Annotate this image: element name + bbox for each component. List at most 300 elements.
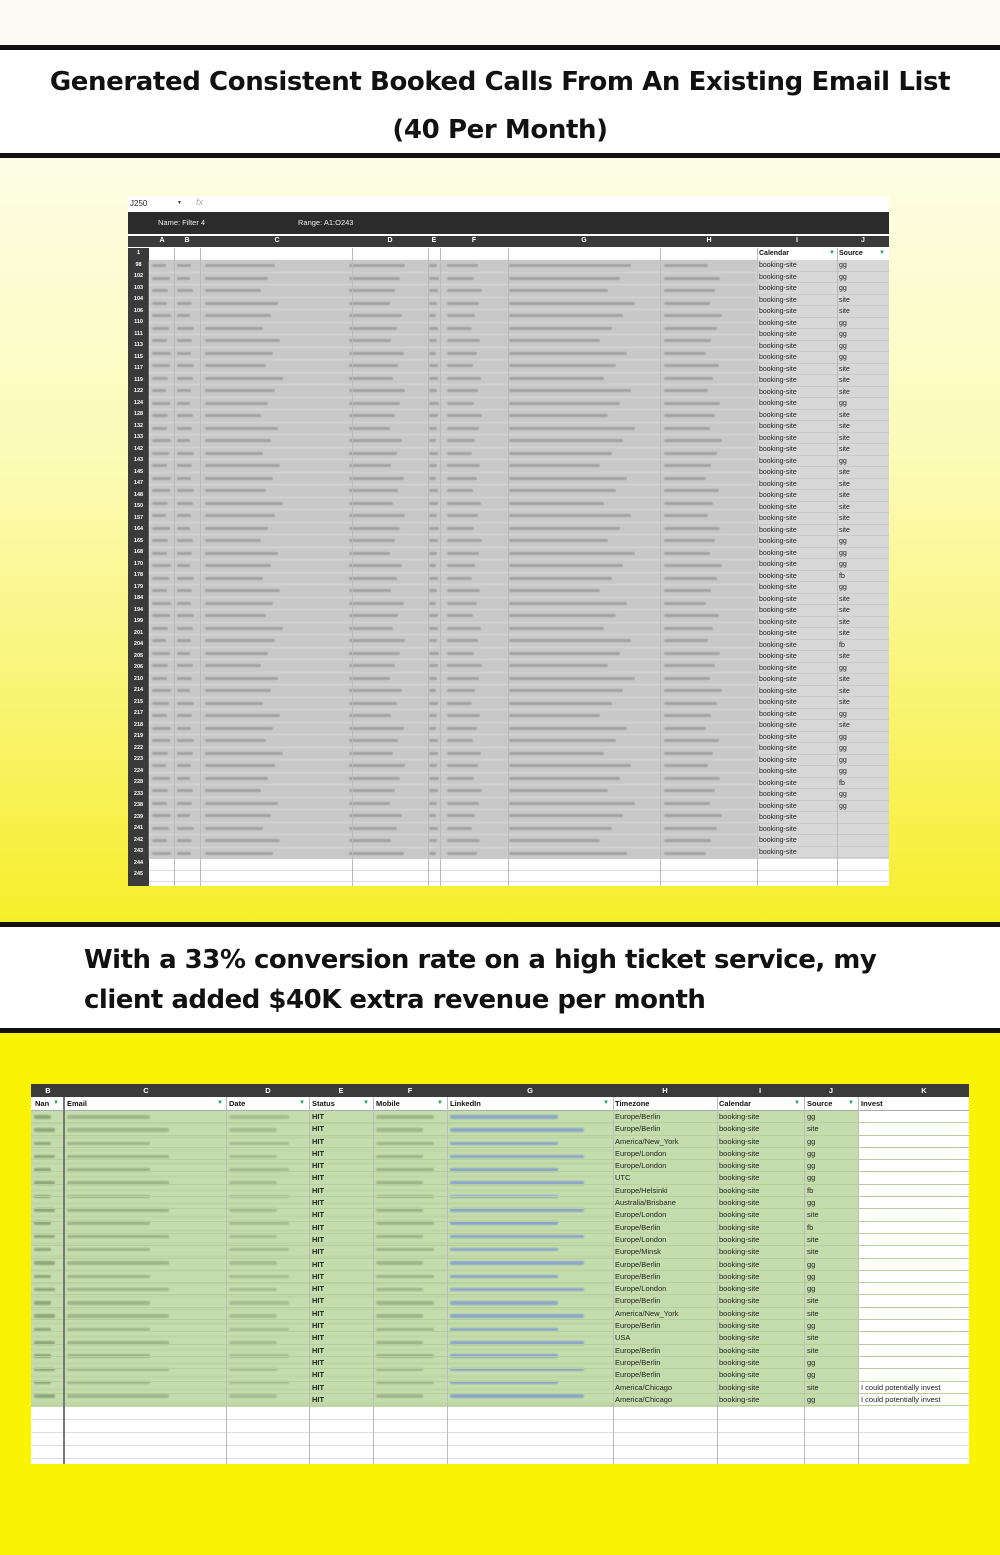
calendar-cell[interactable]: booking-site (719, 1124, 760, 1134)
calendar-cell[interactable]: booking-site (719, 1382, 760, 1392)
timezone-cell[interactable]: Europe/Berlin (615, 1112, 661, 1121)
calendar-cell[interactable]: booking-site (719, 1112, 760, 1121)
table-row[interactable] (757, 571, 889, 583)
column-letter-b[interactable]: B (45, 1086, 51, 1095)
status-cell[interactable]: HIT (312, 1185, 325, 1195)
timezone-cell[interactable]: Europe/London (615, 1148, 667, 1158)
timezone-cell[interactable]: USA (615, 1333, 631, 1343)
source-cell[interactable]: gg (839, 710, 847, 718)
source-cell[interactable]: site (839, 699, 850, 706)
table-row[interactable] (757, 295, 889, 307)
row-number[interactable]: 117 (134, 365, 143, 371)
table-row[interactable] (757, 283, 889, 295)
table-row[interactable] (757, 732, 889, 744)
row-number[interactable]: 165 (133, 537, 144, 544)
source-cell[interactable]: gg (807, 1161, 816, 1171)
table-row[interactable] (31, 1172, 969, 1184)
column-letter-h[interactable]: H (706, 237, 712, 244)
timezone-cell[interactable]: Europe/Berlin (615, 1222, 661, 1232)
table-row[interactable] (757, 479, 889, 491)
table-row[interactable] (757, 778, 889, 790)
source-cell[interactable]: site (839, 434, 850, 442)
table-row[interactable] (757, 536, 889, 548)
source-cell[interactable]: site (807, 1308, 819, 1318)
timezone-cell[interactable]: Europe/Berlin (615, 1271, 661, 1281)
timezone-cell[interactable]: America/Chicago (615, 1394, 673, 1404)
timezone-cell[interactable]: UTC (615, 1173, 631, 1183)
calendar-cell[interactable]: booking-site (759, 285, 797, 292)
table-row[interactable] (757, 548, 889, 560)
filter-range[interactable]: Range: A1:O243 (298, 218, 354, 227)
table-row[interactable] (31, 1308, 969, 1320)
funnel-icon[interactable]: ▼ (829, 250, 835, 256)
calendar-cell[interactable]: booking-site (759, 515, 797, 522)
status-cell[interactable]: HIT (312, 1394, 325, 1404)
row-number[interactable]: 147 (133, 480, 144, 486)
status-cell[interactable]: HIT (312, 1370, 325, 1380)
table-row[interactable] (757, 306, 889, 318)
table-row[interactable] (757, 824, 889, 836)
source-cell[interactable]: fb (807, 1222, 814, 1232)
source-cell[interactable]: site (807, 1234, 819, 1244)
table-row[interactable] (31, 1283, 969, 1295)
source-cell[interactable]: gg (807, 1173, 816, 1183)
invest-cell[interactable]: I could potentially invest (861, 1382, 941, 1392)
calendar-cell[interactable]: booking-site (759, 607, 797, 614)
table-row[interactable] (757, 766, 889, 778)
status-cell[interactable]: HIT (312, 1284, 325, 1294)
row-number[interactable]: 1 (136, 250, 141, 256)
funnel-icon[interactable]: ▼ (363, 1100, 369, 1106)
table-row[interactable] (31, 1295, 969, 1307)
source-cell[interactable]: site (839, 377, 850, 384)
column-letter-f[interactable]: F (471, 237, 477, 244)
calendar-cell[interactable]: booking-site (759, 423, 797, 430)
timezone-cell[interactable]: Europe/London (615, 1284, 667, 1294)
source-cell[interactable]: site (839, 411, 850, 419)
source-cell[interactable]: gg (807, 1136, 816, 1146)
source-cell[interactable]: site (839, 722, 850, 729)
source-cell[interactable]: site (807, 1124, 819, 1134)
table-row[interactable] (757, 364, 889, 376)
row-number[interactable]: 233 (133, 790, 144, 797)
source-cell[interactable]: gg (839, 756, 847, 764)
calendar-cell[interactable]: booking-site (719, 1198, 760, 1208)
table-row[interactable] (31, 1148, 969, 1160)
funnel-icon[interactable]: ▼ (53, 1100, 59, 1106)
calendar-cell[interactable]: booking-site (759, 825, 797, 833)
table-row[interactable] (757, 743, 889, 755)
source-cell[interactable]: site (807, 1345, 819, 1355)
timezone-cell[interactable]: Europe/Berlin (615, 1345, 661, 1355)
calendar-cell[interactable]: booking-site (759, 308, 797, 315)
calendar-cell[interactable]: booking-site (759, 538, 797, 545)
table-row[interactable] (757, 801, 889, 813)
calendar-cell[interactable]: booking-site (719, 1247, 760, 1257)
calendar-cell[interactable]: booking-site (759, 480, 797, 488)
calendar-cell[interactable]: booking-site (719, 1148, 760, 1158)
calendar-cell[interactable]: booking-site (759, 331, 797, 338)
column-letter-h[interactable]: H (662, 1086, 668, 1095)
source-cell[interactable]: gg (807, 1394, 816, 1404)
table-row[interactable] (31, 1185, 969, 1197)
calendar-cell[interactable]: booking-site (759, 526, 797, 534)
column-letter-d[interactable]: D (387, 237, 393, 244)
table-row[interactable] (31, 1111, 969, 1123)
table-row[interactable] (31, 1271, 969, 1283)
table-row[interactable] (31, 1197, 969, 1209)
status-cell[interactable]: HIT (312, 1198, 325, 1208)
source-cell[interactable]: gg (807, 1284, 816, 1294)
row-number[interactable]: 98 (135, 261, 142, 268)
calendar-cell[interactable]: booking-site (759, 411, 797, 419)
source-cell[interactable]: site (839, 653, 850, 660)
calendar-cell[interactable]: booking-site (719, 1308, 760, 1318)
table-row[interactable] (757, 812, 889, 824)
row-number[interactable]: 204 (133, 641, 144, 647)
calendar-cell[interactable]: booking-site (759, 273, 797, 281)
row-number[interactable]: 104 (133, 296, 144, 302)
filter-name[interactable]: Name: Filter 4 (158, 218, 206, 227)
calendar-cell[interactable]: booking-site (759, 814, 797, 821)
row-number[interactable]: 184 (133, 595, 144, 601)
source-cell[interactable]: site (839, 515, 850, 522)
table-row[interactable] (757, 651, 889, 663)
row-number[interactable]: 128 (133, 411, 144, 417)
source-cell[interactable]: gg (807, 1357, 816, 1367)
source-cell[interactable]: gg (839, 354, 847, 361)
table-row[interactable] (757, 663, 889, 675)
row-number[interactable]: 170 (133, 560, 144, 567)
column-letter-j[interactable]: J (828, 1086, 834, 1095)
source-cell[interactable]: site (839, 607, 850, 614)
status-cell[interactable]: HIT (312, 1173, 325, 1183)
source-cell[interactable]: gg (839, 457, 847, 465)
table-row[interactable] (31, 1222, 969, 1234)
status-cell[interactable]: HIT (312, 1247, 325, 1257)
table-row[interactable] (757, 789, 889, 801)
row-number[interactable]: 122 (133, 388, 144, 394)
calendar-cell[interactable]: booking-site (759, 262, 797, 269)
table-row[interactable] (757, 697, 889, 709)
source-cell[interactable]: gg (839, 584, 847, 591)
table-row[interactable] (31, 1246, 969, 1258)
calendar-cell[interactable]: booking-site (759, 664, 797, 672)
row-number[interactable]: 113 (134, 342, 143, 348)
source-cell[interactable]: gg (807, 1271, 816, 1281)
source-cell[interactable]: gg (839, 549, 847, 557)
timezone-cell[interactable]: Europe/Minsk (615, 1247, 661, 1257)
source-cell[interactable]: site (839, 365, 850, 373)
calendar-cell[interactable]: booking-site (759, 676, 797, 683)
status-cell[interactable]: HIT (312, 1136, 325, 1146)
calendar-cell[interactable]: booking-site (719, 1234, 760, 1244)
funnel-icon[interactable]: ▼ (879, 250, 885, 256)
status-cell[interactable]: HIT (312, 1271, 325, 1281)
table-row[interactable] (757, 341, 889, 353)
cell-reference[interactable]: J250 (130, 199, 148, 208)
row-number[interactable]: 239 (133, 813, 144, 820)
calendar-cell[interactable]: booking-site (759, 641, 797, 649)
table-row[interactable] (757, 755, 889, 767)
calendar-cell[interactable]: booking-site (719, 1321, 760, 1331)
source-cell[interactable]: gg (839, 745, 847, 752)
table-row[interactable] (757, 502, 889, 514)
funnel-icon[interactable]: ▼ (603, 1100, 609, 1106)
source-cell[interactable]: site (839, 526, 850, 534)
status-cell[interactable]: HIT (312, 1345, 325, 1355)
row-number[interactable]: 164 (133, 526, 144, 532)
column-letter-a[interactable]: A (159, 237, 165, 244)
row-number[interactable]: 102 (133, 273, 144, 279)
source-cell[interactable]: site (807, 1247, 819, 1257)
row-number[interactable]: 217 (133, 710, 144, 716)
calendar-cell[interactable]: booking-site (719, 1284, 760, 1294)
column-letter-b[interactable]: B (184, 237, 190, 244)
column-letter-g[interactable]: G (581, 237, 587, 244)
row-number[interactable]: 133 (133, 434, 144, 440)
table-row[interactable] (757, 444, 889, 456)
table-row[interactable] (757, 847, 889, 859)
calendar-cell[interactable]: booking-site (759, 319, 797, 327)
source-cell[interactable]: site (839, 469, 850, 476)
row-number[interactable]: 178 (133, 572, 144, 578)
status-cell[interactable]: HIT (312, 1259, 325, 1269)
source-cell[interactable]: site (839, 618, 850, 626)
table-row[interactable] (31, 1394, 969, 1406)
timezone-cell[interactable]: Europe/London (615, 1161, 667, 1171)
source-cell[interactable]: gg (839, 768, 847, 775)
status-cell[interactable]: HIT (312, 1210, 325, 1220)
source-cell[interactable]: site (807, 1382, 819, 1392)
row-number[interactable]: 215 (133, 698, 144, 705)
row-number[interactable]: 145 (133, 468, 144, 475)
calendar-cell[interactable]: booking-site (719, 1210, 760, 1220)
row-number[interactable]: 242 (133, 836, 144, 843)
row-number[interactable]: 206 (133, 664, 144, 670)
calendar-cell[interactable]: booking-site (759, 699, 797, 706)
table-row[interactable] (757, 433, 889, 445)
row-number[interactable]: 218 (133, 721, 144, 728)
table-row[interactable] (757, 318, 889, 330)
row-number[interactable]: 142 (133, 445, 144, 452)
source-cell[interactable]: site (839, 503, 850, 511)
calendar-cell[interactable]: booking-site (759, 296, 797, 304)
source-cell[interactable]: gg (839, 733, 847, 741)
row-number[interactable]: 168 (133, 549, 144, 555)
table-row[interactable] (757, 594, 889, 606)
column-letter-f[interactable]: F (407, 1086, 413, 1095)
table-row[interactable] (757, 559, 889, 571)
row-number[interactable]: 238 (133, 802, 144, 808)
source-cell[interactable]: site (839, 492, 850, 499)
calendar-cell[interactable]: booking-site (759, 848, 797, 856)
calendar-cell[interactable]: booking-site (759, 791, 797, 798)
calendar-cell[interactable]: booking-site (759, 595, 797, 603)
source-cell[interactable]: gg (839, 319, 847, 327)
timezone-cell[interactable]: America/New_York (615, 1308, 679, 1318)
calendar-cell[interactable]: booking-site (719, 1222, 760, 1232)
table-row[interactable] (31, 1136, 969, 1148)
calendar-cell[interactable]: booking-site (759, 492, 797, 499)
source-cell[interactable]: gg (839, 538, 847, 545)
table-row[interactable] (757, 375, 889, 387)
table-row[interactable] (757, 628, 889, 640)
row-number[interactable]: 243 (133, 848, 144, 854)
table-row[interactable] (757, 329, 889, 341)
timezone-cell[interactable]: Europe/Berlin (615, 1124, 661, 1134)
status-cell[interactable]: HIT (312, 1161, 325, 1171)
calendar-cell[interactable]: booking-site (759, 457, 797, 465)
source-cell[interactable]: site (839, 423, 850, 430)
source-cell[interactable]: site (839, 480, 850, 488)
invest-cell[interactable]: I could potentially invest (861, 1394, 941, 1404)
table-row[interactable] (31, 1234, 969, 1246)
column-letter-i[interactable]: I (758, 1086, 762, 1095)
row-number[interactable]: 143 (133, 457, 144, 463)
table-row[interactable] (31, 1357, 969, 1369)
calendar-cell[interactable]: booking-site (759, 446, 797, 453)
table-row[interactable] (757, 835, 889, 847)
status-cell[interactable]: HIT (312, 1321, 325, 1331)
calendar-cell[interactable]: booking-site (759, 653, 797, 660)
calendar-cell[interactable]: booking-site (759, 549, 797, 557)
source-cell[interactable]: gg (839, 262, 847, 269)
table-row[interactable] (31, 1209, 969, 1221)
table-row[interactable] (31, 1259, 969, 1271)
calendar-cell[interactable]: booking-site (759, 561, 797, 568)
calendar-cell[interactable]: booking-site (759, 584, 797, 591)
row-number[interactable]: 214 (133, 687, 144, 693)
table-row[interactable] (757, 456, 889, 468)
source-cell[interactable]: gg (839, 342, 847, 350)
calendar-cell[interactable]: booking-site (759, 377, 797, 384)
table-row[interactable] (757, 582, 889, 594)
table-row[interactable] (757, 410, 889, 422)
source-cell[interactable]: site (839, 630, 850, 637)
row-number[interactable]: 111 (134, 330, 143, 337)
calendar-cell[interactable]: booking-site (759, 756, 797, 764)
table-row[interactable] (757, 260, 889, 272)
calendar-cell[interactable]: booking-site (759, 687, 797, 695)
row-number[interactable]: 124 (133, 399, 144, 406)
calendar-cell[interactable]: booking-site (759, 503, 797, 511)
funnel-icon[interactable]: ▼ (794, 1100, 800, 1106)
source-cell[interactable]: fb (807, 1185, 814, 1195)
source-cell[interactable]: gg (807, 1321, 816, 1331)
calendar-cell[interactable]: booking-site (719, 1173, 760, 1183)
timezone-cell[interactable]: Europe/Berlin (615, 1259, 661, 1269)
table-row[interactable] (757, 272, 889, 284)
table-row[interactable] (31, 1369, 969, 1381)
calendar-cell[interactable]: booking-site (719, 1370, 760, 1380)
table-row[interactable] (757, 467, 889, 479)
row-number[interactable]: 205 (133, 652, 144, 659)
table-row[interactable] (31, 1382, 969, 1394)
column-letter-d[interactable]: D (265, 1086, 271, 1095)
timezone-cell[interactable]: Australia/Brisbane (615, 1198, 676, 1208)
row-number[interactable]: 241 (133, 825, 144, 831)
table-row[interactable] (757, 720, 889, 732)
table-row[interactable] (757, 674, 889, 686)
row-number[interactable]: 150 (133, 503, 144, 509)
calendar-cell[interactable]: booking-site (719, 1394, 760, 1404)
table-row[interactable] (31, 1160, 969, 1172)
source-cell[interactable]: site (839, 388, 850, 396)
calendar-cell[interactable]: booking-site (759, 779, 797, 787)
table-row[interactable] (757, 352, 889, 364)
status-cell[interactable]: HIT (312, 1308, 325, 1318)
source-cell[interactable]: gg (839, 285, 847, 292)
row-number[interactable]: 194 (133, 606, 144, 613)
calendar-cell[interactable]: booking-site (759, 400, 797, 407)
calendar-cell[interactable]: booking-site (759, 802, 797, 810)
column-letter-k[interactable]: K (921, 1086, 927, 1095)
row-number[interactable]: 157 (133, 514, 144, 521)
row-number[interactable]: 103 (133, 284, 144, 291)
row-number[interactable]: 223 (133, 756, 144, 762)
source-cell[interactable]: site (839, 595, 850, 603)
column-letter-c[interactable]: C (274, 237, 280, 244)
column-letter-e[interactable]: E (431, 237, 437, 244)
source-cell[interactable]: fb (839, 641, 845, 649)
calendar-cell[interactable]: booking-site (759, 618, 797, 626)
table-row[interactable] (757, 605, 889, 617)
source-cell[interactable]: site (839, 296, 850, 304)
row-number[interactable]: 222 (133, 744, 144, 751)
row-number[interactable]: 210 (133, 675, 144, 682)
source-cell[interactable]: site (839, 446, 850, 453)
table-row[interactable] (757, 387, 889, 399)
table-row[interactable] (31, 1320, 969, 1332)
status-cell[interactable]: HIT (312, 1296, 325, 1306)
caret-down-icon[interactable]: ▾ (178, 200, 182, 206)
funnel-icon[interactable]: ▼ (437, 1100, 443, 1106)
calendar-cell[interactable]: booking-site (719, 1333, 760, 1343)
table-row[interactable] (757, 513, 889, 525)
timezone-cell[interactable]: America/New_York (615, 1136, 679, 1146)
source-cell[interactable]: gg (807, 1370, 816, 1380)
table-row[interactable] (31, 1332, 969, 1344)
source-cell[interactable]: gg (839, 664, 847, 672)
row-number[interactable]: 115 (134, 353, 143, 360)
source-cell[interactable]: site (839, 687, 850, 695)
source-cell[interactable]: gg (839, 561, 847, 568)
calendar-cell[interactable]: booking-site (759, 768, 797, 775)
row-number[interactable]: 179 (133, 583, 144, 590)
status-cell[interactable]: HIT (312, 1124, 325, 1134)
calendar-cell[interactable]: booking-site (759, 722, 797, 729)
status-cell[interactable]: HIT (312, 1234, 325, 1244)
timezone-cell[interactable]: Europe/London (615, 1210, 667, 1220)
source-cell[interactable]: site (807, 1296, 819, 1306)
column-letter-j[interactable]: J (861, 237, 865, 244)
row-number[interactable]: 132 (133, 422, 144, 429)
table-row[interactable] (31, 1345, 969, 1357)
row-number[interactable]: 119 (134, 376, 143, 383)
source-cell[interactable]: gg (807, 1198, 816, 1208)
row-number[interactable]: 244 (133, 859, 144, 866)
funnel-icon[interactable]: ▼ (848, 1100, 854, 1106)
row-number[interactable]: 219 (133, 733, 144, 739)
column-letter-i[interactable]: I (796, 237, 798, 244)
source-cell[interactable]: gg (839, 802, 847, 810)
timezone-cell[interactable]: Europe/Berlin (615, 1357, 661, 1367)
source-cell[interactable]: site (807, 1333, 819, 1343)
calendar-cell[interactable]: booking-site (759, 388, 797, 396)
timezone-cell[interactable]: America/Chicago (615, 1382, 673, 1392)
row-number[interactable]: 245 (133, 871, 144, 877)
